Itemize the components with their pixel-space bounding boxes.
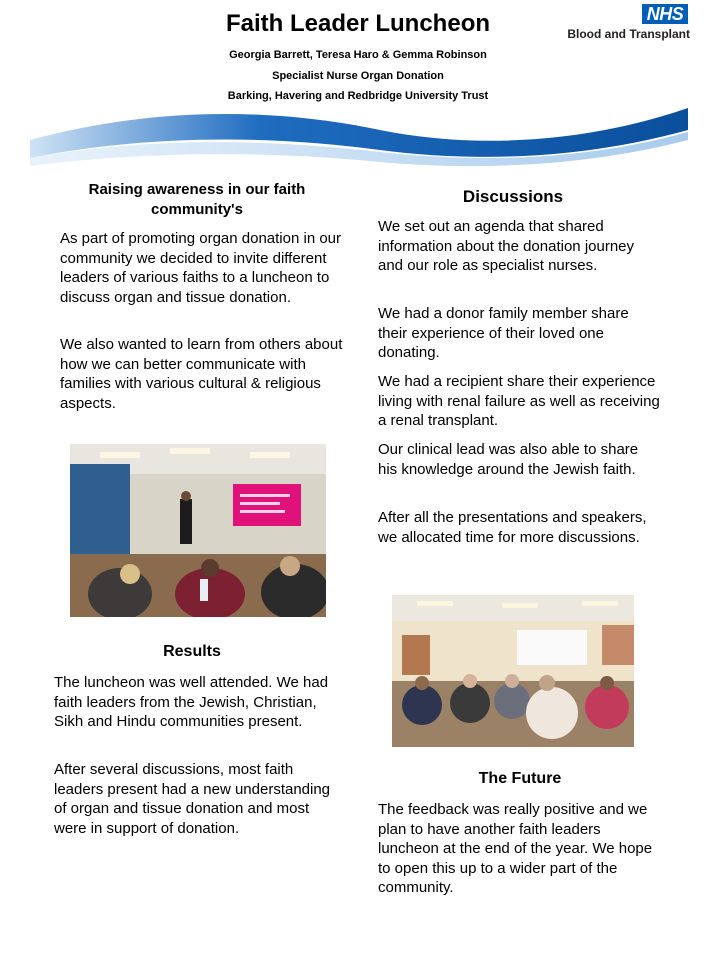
header-wave [0, 100, 720, 170]
discussions-heading: Discussions [462, 187, 564, 206]
results-paragraph-1: The luncheon was well attended. We had faith leaders from the Jewish, Christian, Sikh and Hindu communities present. [54, 674, 329, 730]
nhs-logo: NHS [642, 4, 688, 24]
future-paragraph-1: The feedback was really positive and we plan to have another faith leaders luncheon at the end of the year. We hope to open this up to a wider part of the community. [378, 801, 653, 896]
group-discussion-photo [392, 595, 634, 747]
results-paragraph-2: After several discussions, most faith leaders present had a new understanding of organ and tissue donation and most were in support of donation. [54, 761, 331, 837]
awareness-heading: Raising awareness in our faith community's [88, 181, 306, 218]
discussions-paragraph-3: We had a recipient share their experience living with renal failure as well as receiving a renal transplant. [378, 373, 660, 429]
discussions-paragraph-4: Our clinical lead was also able to share his knowledge around the Jewish faith. [378, 441, 639, 478]
nhs-org-name: Blood and Transplant [567, 27, 690, 41]
results-heading: Results [163, 643, 221, 660]
discussions-paragraph-1: We set out an agenda that shared information about the donation journey and our role as specialist nurses. [378, 218, 635, 274]
awareness-paragraph-2: We also wanted to learn from others about how we can better communicate with families with various cultural & religious aspects. [60, 336, 343, 412]
authors: Georgia Barrett, Teresa Haro & Gemma Robinson [229, 49, 487, 61]
discussions-paragraph-2: We had a donor family member share their experience of their loved one donating. [378, 305, 629, 361]
role: Specialist Nurse Organ Donation [272, 70, 444, 82]
presentation-photo [70, 444, 326, 617]
trust: Barking, Havering and Redbridge University Trust [227, 90, 489, 102]
awareness-paragraph-1: As part of promoting organ donation in our community we decided to invite different leaders of various faiths to a luncheon to discuss organ and tissue donation. [60, 230, 342, 306]
page-title: Faith Leader Luncheon [225, 10, 491, 37]
discussions-paragraph-5: After all the presentations and speakers, we allocated time for more discussions. [378, 509, 647, 546]
future-heading: The Future [478, 770, 562, 787]
